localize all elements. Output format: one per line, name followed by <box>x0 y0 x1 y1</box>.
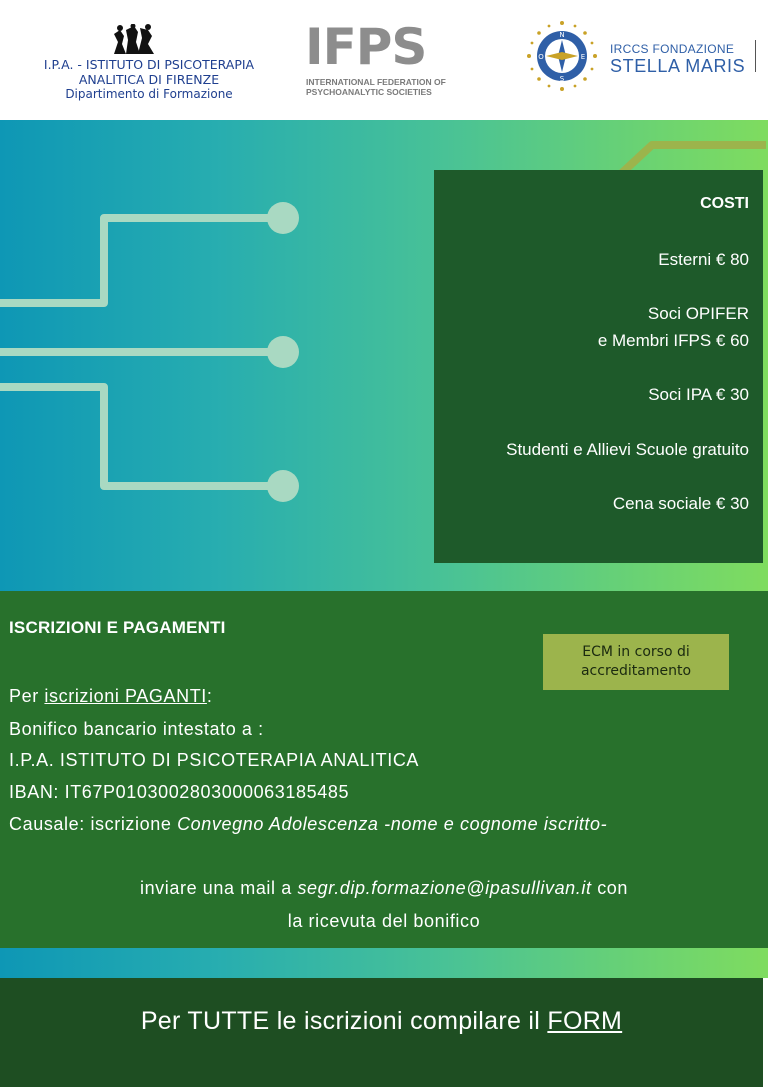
paganti-suffix: : <box>206 686 213 706</box>
ifps-subtitle-line2: PSYCHOANALYTIC SOCIETIES <box>306 87 432 97</box>
circuit-node-1 <box>267 202 299 234</box>
circuit-node-3 <box>267 470 299 502</box>
causale-prefix: Causale: iscrizione <box>9 814 178 834</box>
iban-line: IBAN: IT67P0103002803000063185485 <box>9 782 350 802</box>
header <box>0 0 768 120</box>
ipa-name <box>10 57 288 102</box>
mail-suffix: con <box>591 878 629 898</box>
paganti-prefix: Per <box>9 686 45 706</box>
circuit-line-3 <box>0 387 272 486</box>
mail-line2: la ricevuta del bonifico <box>287 911 481 931</box>
ipa-figures-logo <box>108 24 160 58</box>
costi-panel <box>434 170 763 563</box>
ifps-subtitle <box>306 77 446 97</box>
iscrizioni-panel <box>0 591 768 948</box>
circuit-line-1 <box>0 218 272 303</box>
footer-text-prefix: Per TUTTE le iscrizioni compilare il <box>140 1007 548 1035</box>
ente-line: I.P.A. ISTITUTO DI PSICOTERAPIA ANALITICA <box>9 750 420 770</box>
ipa-line3: Dipartimento di Formazione <box>65 87 233 101</box>
compass-e: E <box>580 53 586 61</box>
stella-maris-line2: STELLA MARIS <box>610 56 746 76</box>
mail-prefix: inviare una mail a <box>139 878 298 898</box>
mail-line <box>0 877 768 899</box>
ecm-line2: accreditamento <box>580 663 692 679</box>
ifps-logo: IFPS <box>305 18 427 76</box>
ipa-line2: ANALITICA DI FIRENZE <box>78 72 220 87</box>
costo-esterni: Esterni € 80 <box>658 250 749 269</box>
compass-o: O <box>538 53 544 61</box>
causale-text: Convegno Adolescenza -nome e cognome iscritto- <box>177 814 608 834</box>
causale-line <box>9 813 607 835</box>
iscrizioni-title: ISCRIZIONI E PAGAMENTI <box>9 618 226 637</box>
stella-maris-name <box>610 42 745 76</box>
costo-soci-opifer-line2: e Membri IFPS € 60 <box>597 331 749 350</box>
iscrizioni-paganti-link[interactable]: iscrizioni PAGANTI <box>44 686 207 706</box>
ecm-badge <box>543 634 729 690</box>
form-link[interactable]: FORM <box>547 1007 623 1035</box>
stella-maris-compass-logo <box>524 18 600 94</box>
ecm-line1: ECM in corso di <box>582 644 690 660</box>
mail-address-link[interactable]: segr.dip.formazione@ipasullivan.it <box>297 878 592 898</box>
footer-panel <box>0 978 763 1087</box>
stella-maris-line1: IRCCS FONDAZIONE <box>610 42 735 56</box>
ifps-subtitle-line1: INTERNATIONAL FEDERATION OF <box>306 77 446 87</box>
costi-title: COSTI <box>700 195 749 212</box>
costo-soci-ipa: Soci IPA € 30 <box>648 385 749 404</box>
paganti-line <box>9 685 213 707</box>
costo-cena-sociale: Cena sociale € 30 <box>612 494 749 513</box>
gradient-band-bottom <box>0 948 768 978</box>
ipa-line1: I.P.A. - ISTITUTO DI PSICOTERAPIA <box>43 57 255 72</box>
costo-soci-opifer-line1: Soci OPIFER <box>647 304 749 323</box>
compass-n: N <box>559 31 565 39</box>
bonifico-line: Bonifico bancario intestato a : <box>9 719 264 739</box>
costo-studenti: Studenti e Allievi Scuole gratuito <box>506 440 749 459</box>
header-divider <box>755 40 756 72</box>
footer-text <box>0 1006 763 1036</box>
circuit-node-2 <box>267 336 299 368</box>
compass-s: S <box>559 75 565 83</box>
